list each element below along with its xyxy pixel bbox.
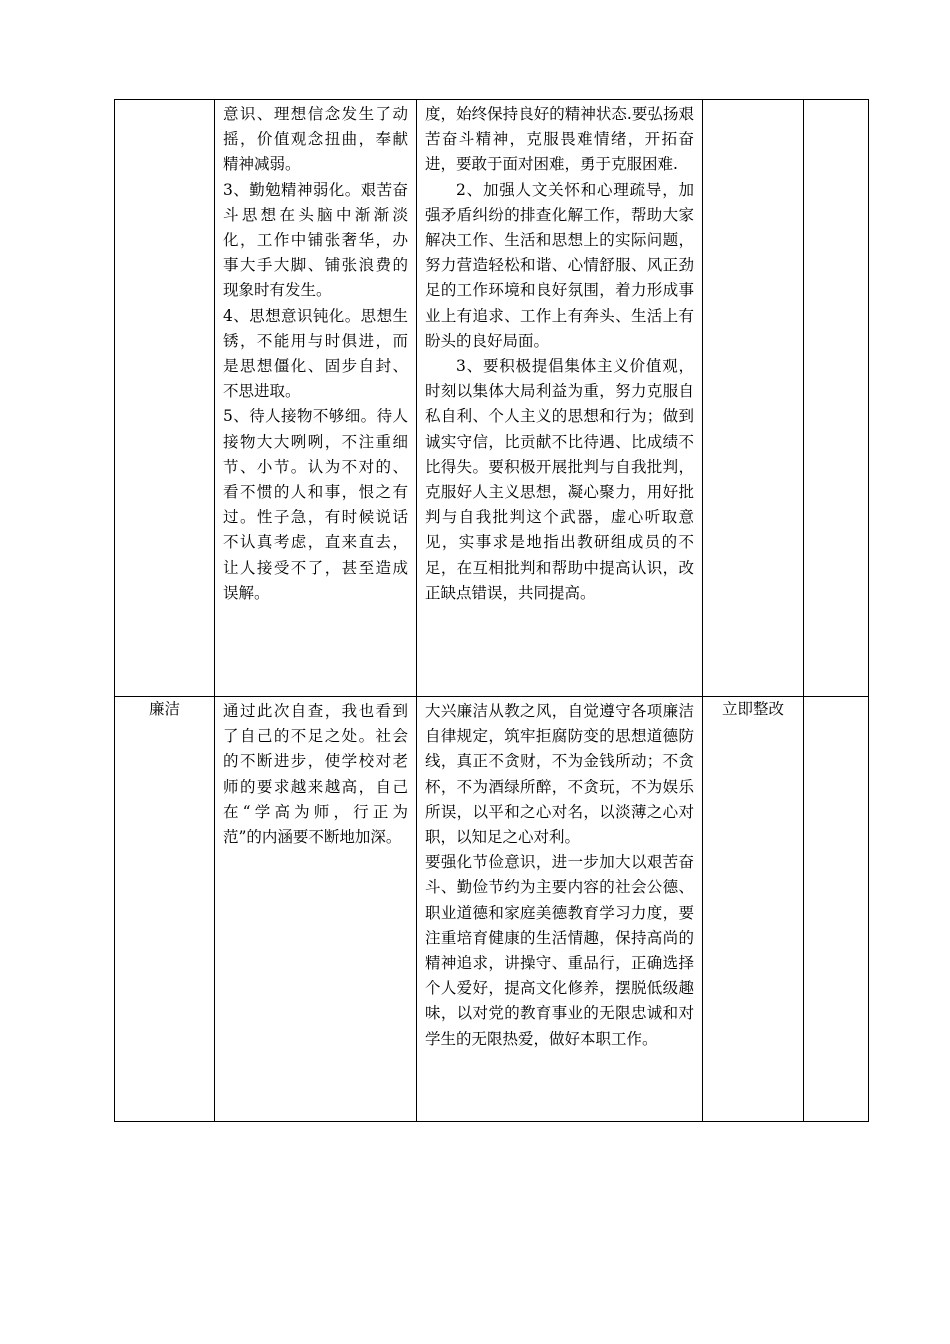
measures-cell [417, 100, 703, 697]
measure-paragraph: 大兴廉洁从教之风，自觉遵守各项廉洁自律规定，筑牢拒腐防变的思想道德防线，真正不贪财，不为金钱所动；不贪杯，不为酒绿所醉，不贪玩，不为娱乐所误，以平和之心对名，以淡薄之心对职，以知足之心对利。 [425, 702, 694, 847]
deadline-cell [703, 697, 804, 1122]
problems-cell [215, 697, 417, 1122]
deadline-label: 立即整改 [721, 700, 784, 718]
measure-paragraph: 要强化节俭意识，进一步加大以艰苦奋斗、勤俭节约为主要内容的社会公德、职业道德和家庭美德教育学习力度，要注重培育健康的生活情趣，保持高尚的精神追求，讲操守、重品行，正确选择个人爱好，提高文化修养，摆脱低级趣味，以对党的教育事业的无限忠诚和对学生的无限热爱，做好本职工作。 [425, 853, 694, 1048]
measures-cell [417, 697, 703, 1122]
category-label: 廉洁 [148, 700, 180, 718]
remark-cell [804, 100, 869, 697]
deadline-cell [703, 100, 804, 697]
problem-paragraph: 通过此次自查，我也看到了自己的不足之处。社会的不断进步，使学校对老师的要求越来越高，自己在“学高为师，行正为范”的内涵要不断地加深。 [223, 702, 408, 847]
category-cell [115, 697, 215, 1122]
table-row [115, 697, 869, 1122]
table-row [115, 100, 869, 697]
measure-paragraph: 度，始终保持良好的精神状态.要弘扬艰苦奋斗精神，克服畏难情绪，开拓奋进，要敢于面对困难，勇于克服困难. [425, 105, 694, 174]
remark-cell [804, 697, 869, 1122]
measure-paragraph: 3、要积极提倡集体主义价值观，时刻以集体大局利益为重，努力克服自私自利、个人主义的思想和行为；做到诚实守信，比贡献不比待遇、比成绩不比得失。要积极开展批判与自我批判，克服好人主义思想，凝心聚力，用好批判与自我批判这个武器，虚心听取意见，实事求是地指出教研组成员的不足，在互相批判和帮助中提高认识，改正缺点错误，共同提高。 [425, 357, 694, 602]
problem-paragraph: 4、思想意识钝化。思想生锈，不能用与时俱进，而是思想僵化、固步自封、不思进取。 [223, 306, 408, 401]
self-review-table [114, 99, 869, 1122]
measure-paragraph: 2、加强人文关怀和心理疏导，加强矛盾纠纷的排查化解工作，帮助大家解决工作、生活和思想上的实际问题，努力营造轻松和谐、心情舒服、风正劲足的工作环境和良好氛围，着力形成事业上有追求、工作上有奔头、生活上有盼头的良好局面。 [425, 180, 694, 350]
problem-paragraph: 3、勤勉精神弱化。艰苦奋斗思想在头脑中渐渐淡化，工作中铺张奢华，办事大手大脚、铺张浪费的现象时有发生。 [223, 180, 408, 300]
category-cell [115, 100, 215, 697]
problems-cell [215, 100, 417, 697]
problem-paragraph: 5、待人接物不够细。待人接物大大咧咧，不注重细节、小节。认为不对的、看不惯的人和事，恨之有过。性子急，有时候说话不认真考虑，直来直去，让人接受不了，甚至造成误解。 [223, 407, 408, 602]
problem-paragraph: 意识、理想信念发生了动摇，价值观念扭曲，奉献精神减弱。 [223, 105, 408, 174]
